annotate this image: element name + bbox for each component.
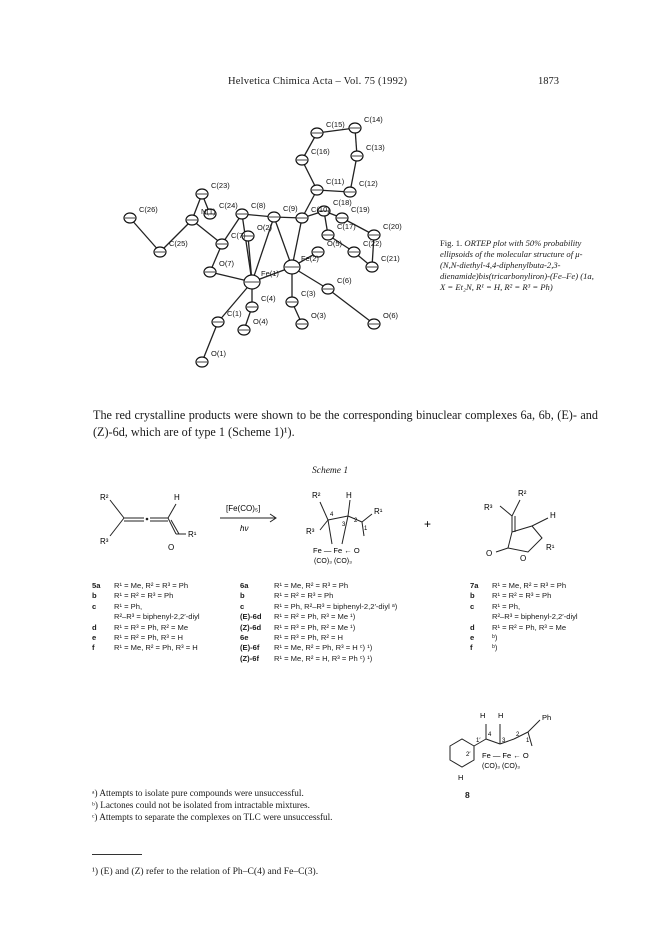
bond-line xyxy=(274,217,292,267)
lactone-7 xyxy=(496,500,548,552)
label-r2: R² xyxy=(100,493,109,502)
atom-label: O(2) xyxy=(257,223,272,232)
c8-fe-line: Fe — Fe ← O xyxy=(482,751,529,760)
c8-pos4: 4 xyxy=(488,732,492,738)
compound-key: e xyxy=(470,633,475,643)
c8-pos2: 2 xyxy=(516,732,520,738)
compound-list-7 xyxy=(470,581,620,654)
body-paragraph: The red crystalline products were shown to be the corresponding binuclear complexes 6a, 6b, (E)- and (Z)-6d, which are of type 1 (Scheme 1)¹). xyxy=(93,408,598,439)
atom-label: O(6) xyxy=(383,311,398,320)
compound-substituents: R¹ = R² = Ph, R³ = H xyxy=(114,633,183,643)
page-number: 1873 xyxy=(538,76,559,87)
atom-label: C(16) xyxy=(311,147,330,156)
atom-label: C(15) xyxy=(326,120,345,129)
atom-label: O(1) xyxy=(211,349,226,358)
ortep-figure xyxy=(92,102,422,402)
compound-substituents: R¹ = R² = Ph, R³ = Me xyxy=(492,622,567,632)
compound-substituents: ᵇ) xyxy=(492,643,498,653)
c8-pos3: 3 xyxy=(502,738,506,744)
atom-label: Fe(1) xyxy=(261,269,279,278)
compound-substituents: R¹ = Me, R² = R³ = Ph xyxy=(114,581,189,590)
label-r1: R¹ xyxy=(188,530,197,539)
allene-5 xyxy=(110,500,186,536)
compound-row xyxy=(240,633,480,643)
atom-label: O(4) xyxy=(253,317,268,326)
c7-label-r2: R² xyxy=(518,489,527,498)
atom-label: C(19) xyxy=(351,205,370,214)
c7-label-r1: R¹ xyxy=(546,543,555,552)
compound-substituents: ᵇ) xyxy=(492,633,498,643)
c8-h3: H xyxy=(458,773,464,782)
compound-substituents: R¹ = R² = R³ = Ph xyxy=(492,591,552,601)
compound-row xyxy=(240,591,480,601)
compound-list-6 xyxy=(240,581,480,664)
journal-title: Helvetica Chimica Acta – Vol. 75 (1992) xyxy=(228,76,408,87)
compound-row xyxy=(470,643,620,653)
compound-substituents: R²–R³ = biphenyl-2,2′-diyl xyxy=(492,612,578,622)
label-r3: R³ xyxy=(100,537,109,546)
atom-label: C(11) xyxy=(326,177,345,186)
compound-key: d xyxy=(92,622,97,632)
compound-key: e xyxy=(92,633,97,643)
label-h: H xyxy=(174,493,180,502)
compound-substituents: R¹ = Me, R² = H, R³ = Ph ᶜ) ¹) xyxy=(274,653,373,663)
atom-label: C(18) xyxy=(333,198,352,207)
compound-row xyxy=(240,581,480,591)
bond-line xyxy=(130,218,160,252)
c6-label-r1: R¹ xyxy=(374,507,383,516)
c6-fe-line: Fe — Fe ← O xyxy=(313,546,360,555)
c8-h1: H xyxy=(480,711,486,720)
c8-pos1p: 1′ xyxy=(476,738,481,744)
compound-key: (Z)-6d xyxy=(240,622,262,632)
c6-label-r2: R² xyxy=(312,491,321,500)
c6-co-line: (CO)₃ (CO)₃ xyxy=(314,558,352,565)
compound-substituents: R¹ = Me, R² = R³ = Ph xyxy=(274,581,349,590)
c7-label-o2: O xyxy=(520,554,527,563)
compound-key: 6a xyxy=(240,581,249,590)
atom-label: O(3) xyxy=(311,311,326,320)
atom-label: O(5) xyxy=(327,239,342,248)
atom-label: C(8) xyxy=(251,201,266,210)
c8-h2: H xyxy=(498,711,504,720)
c6-pos4: 4 xyxy=(330,512,334,518)
c6-pos2: 2 xyxy=(354,518,358,524)
compound-key: (E)-6d xyxy=(240,612,262,622)
running-header xyxy=(228,76,407,87)
compound-8-label: 8 xyxy=(465,790,470,800)
note-b: ᵇ) Lactones could not be isolated from intractable mixtures. xyxy=(92,800,310,811)
caption-text: ORTEP plot with 50% probability ellipsoids of the molecular structure of μ-(N,N-diethyl-4,4-diphenylbuta-2,3-dienamide)bis(tricarbonyliron)-(Fe–Fe) (1a, X = Et₂N, R¹ = H, R² = R³ = Ph) xyxy=(440,238,594,292)
bond-line xyxy=(328,289,374,324)
compound-substituents: R²–R³ = biphenyl-2,2′-diyl xyxy=(114,612,200,622)
compound-key: b xyxy=(92,591,97,601)
scheme-drawing xyxy=(80,478,640,578)
atom-label: C(9) xyxy=(283,204,298,213)
compound-row xyxy=(470,612,620,622)
footnote-rule xyxy=(92,854,142,855)
atom-label: C(21) xyxy=(381,254,400,263)
compound-key: b xyxy=(240,591,245,601)
c7-label-h: H xyxy=(550,511,556,520)
c7-label-o1: O xyxy=(486,549,493,558)
footnote: ¹) (E) and (Z) refer to the relation of Ph–C(4) and Fe–C(3). xyxy=(92,866,319,877)
compound-row xyxy=(470,602,620,612)
compound-key: c xyxy=(240,601,245,611)
atom-label: C(12) xyxy=(359,179,378,188)
atom-label: O(7) xyxy=(219,259,234,268)
note-a: ᵃ) Attempts to isolate pure compounds were unsuccessful. xyxy=(92,788,304,798)
c8-pos1: 1 xyxy=(526,738,530,744)
complex-6 xyxy=(320,500,372,544)
atom-label: C(3) xyxy=(301,289,316,298)
compound-row xyxy=(470,623,620,633)
atom-label: C(10) xyxy=(311,205,330,214)
compound-key: (E)-6f xyxy=(240,643,260,653)
compound-substituents: R¹ = Ph, xyxy=(492,601,521,611)
compound-row xyxy=(240,654,480,664)
atom-label: N(1) xyxy=(201,207,216,216)
plus-sign: + xyxy=(424,517,432,531)
c7-label-r3: R³ xyxy=(484,503,493,512)
compound-key: c xyxy=(92,601,97,611)
scheme-notes xyxy=(92,787,412,824)
compound-substituents: R¹ = R³ = Ph, R² = H xyxy=(274,633,343,643)
atom-labels xyxy=(139,115,402,358)
compound-key: f xyxy=(92,643,95,653)
atom-label: C(24) xyxy=(219,201,238,210)
note-c: ᶜ) Attempts to separate the complexes on TLC were unsuccessful. xyxy=(92,812,333,823)
compound-key: f xyxy=(470,643,473,653)
reaction-arrow xyxy=(220,514,276,522)
c8-pos2p: 2′ xyxy=(466,752,471,758)
scheme-title: Scheme 1 xyxy=(312,466,349,476)
compound-row xyxy=(470,633,620,643)
compound-row xyxy=(470,591,620,601)
atom-label: C(4) xyxy=(261,294,276,303)
compound-key: (Z)-6f xyxy=(240,653,259,663)
reagent-label: [Fe(CO)₅] xyxy=(226,504,261,513)
compound-substituents: R¹ = Me, R² = Ph, R³ = H ᶜ) ¹) xyxy=(274,643,373,653)
compound-key: d xyxy=(470,622,475,632)
compound-key: c xyxy=(470,601,475,611)
atom-label: C(23) xyxy=(211,181,230,190)
c8-ph: Ph xyxy=(542,713,552,722)
compound-substituents: R¹ = Ph, R²–R³ = biphenyl-2,2′-diyl ᵃ) xyxy=(274,601,398,611)
atom-label: Fe(2) xyxy=(301,254,319,263)
atom-label: C(26) xyxy=(139,205,158,214)
compound-row xyxy=(240,623,480,633)
compound-key: 5a xyxy=(92,581,101,590)
compound-row xyxy=(470,581,620,591)
atom-label: C(14) xyxy=(364,115,383,124)
atom-label: C(20) xyxy=(383,222,402,231)
c6-pos3: 3 xyxy=(342,522,346,528)
compound-key: 7a xyxy=(470,581,479,590)
atom-label: C(1) xyxy=(227,309,242,318)
compound-key: b xyxy=(470,591,475,601)
atom-label: C(17) xyxy=(337,222,356,231)
allene-dot xyxy=(146,518,149,521)
compound-row xyxy=(240,612,480,622)
c6-pos1: 1 xyxy=(364,526,368,532)
compound-8-drawing xyxy=(430,706,590,798)
compound-row xyxy=(240,643,480,653)
compound-substituents: R¹ = R² = Ph, R³ = Me ¹) xyxy=(274,612,356,622)
atom-label: C(7) xyxy=(231,231,246,240)
atom-label: C(13) xyxy=(366,143,385,152)
atom-label: C(25) xyxy=(169,239,188,248)
label-o: O xyxy=(168,543,175,552)
compound-row xyxy=(240,602,480,612)
c8-co-line: (CO)₃ (CO)₃ xyxy=(482,763,520,770)
compound-key: 6e xyxy=(240,633,249,643)
figure-caption xyxy=(440,238,600,293)
compound-substituents: R¹ = R² = R³ = Ph xyxy=(274,591,334,601)
compound-substituents: R¹ = R³ = Ph, R² = Me xyxy=(114,622,189,632)
c6-label-h: H xyxy=(346,491,352,500)
atom-label: C(22) xyxy=(363,239,382,248)
compound-substituents: R¹ = R² = R³ = Ph xyxy=(114,591,174,601)
atom-label: C(6) xyxy=(337,276,352,285)
compound-substituents: R¹ = Ph, xyxy=(114,601,143,611)
caption-figno: Fig. 1. xyxy=(440,238,463,248)
compound-substituents: R¹ = Me, R² = R³ = Ph xyxy=(492,581,567,590)
c6-label-r3: R³ xyxy=(306,527,315,536)
compound-substituents: R¹ = Me, R² = Ph, R³ = H xyxy=(114,643,198,653)
condition-label: hν xyxy=(240,524,249,533)
compound-substituents: R¹ = R³ = Ph, R² = Me ¹) xyxy=(274,622,356,632)
